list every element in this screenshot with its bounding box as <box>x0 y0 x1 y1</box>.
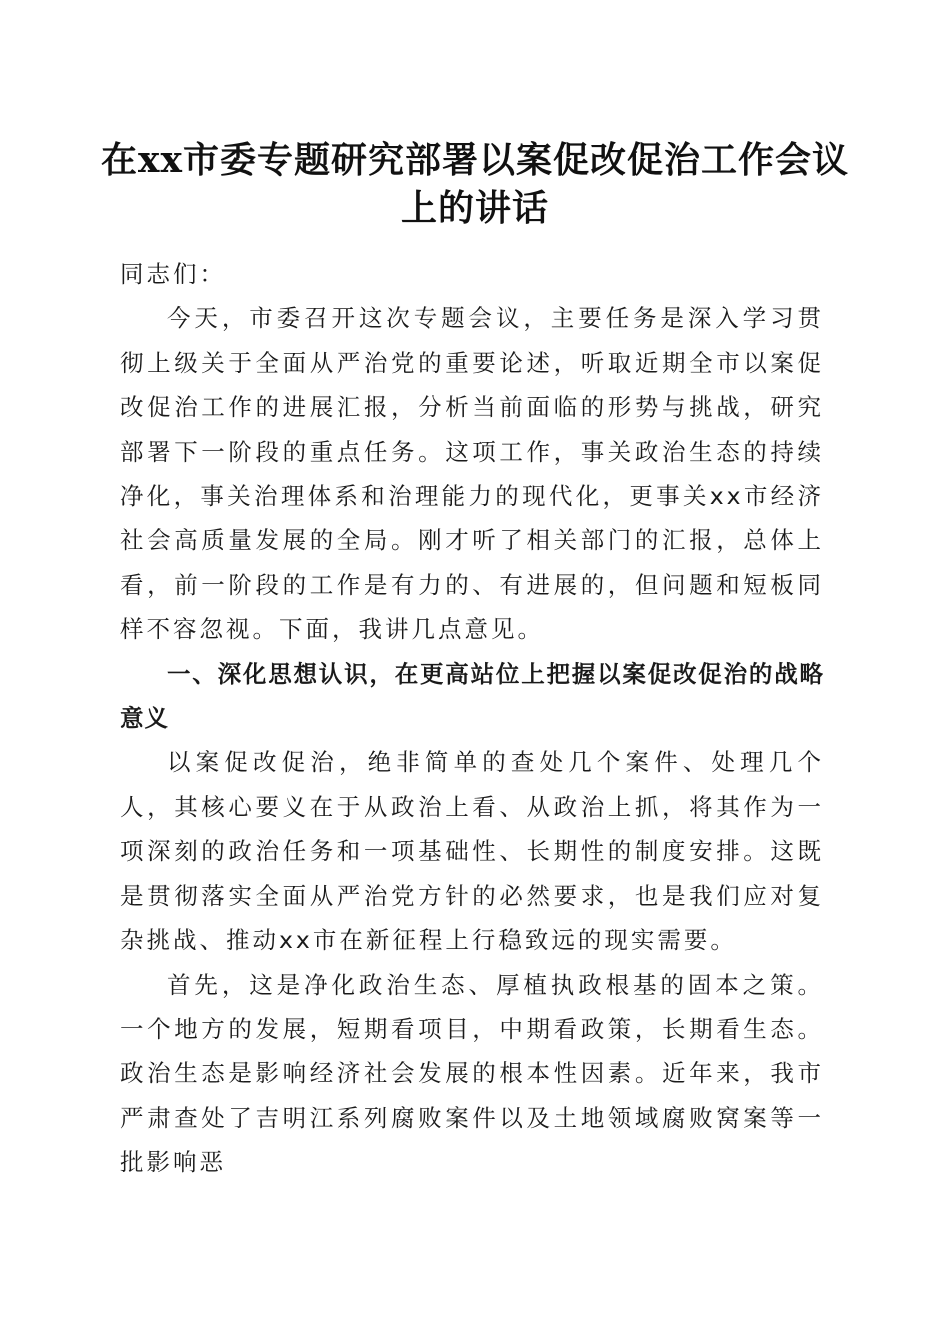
paragraph-section-1-a: 以案促改促治，绝非简单的查处几个案件、处理几个人，其核心要义在于从政治上看、从政治上抓，将其作为一项深刻的政治任务和一项基础性、长期性的制度安排。这既是贯彻落实全面从严治党方针的必然要求，也是我们应对复杂挑战、推动xx市在新征程上行稳致远的现实需要。 <box>120 748 824 955</box>
section-heading-1: 一、深化思想认识，在更高站位上把握以案促改促治的战略意义 <box>120 659 824 733</box>
paragraph-section-1-b: 首先，这是净化政治生态、厚植执政根基的固本之策。一个地方的发展，短期看项目，中期看政策，长期看生态。政治生态是影响经济社会发展的根本性因素。近年来，我市严肃查处了吉明江系列腐败案件以及土地领域腐败窝案等一批影响恶 <box>120 970 824 1177</box>
document-body <box>120 252 824 1185</box>
document-title: 在xx市委专题研究部署以案促改促治工作会议上的讲话 <box>101 139 849 229</box>
paragraph-intro: 今天，市委召开这次专题会议，主要任务是深入学习贯彻上级关于全面从严治党的重要论述，听取近期全市以案促改促治工作的进展汇报，分析当前面临的形势与挑战，研究部署下一阶段的重点任务。这项工作，事关政治生态的持续净化，事关治理体系和治理能力的现代化，更事关xx市经济社会高质量发展的全局。刚才听了相关部门的汇报，总体上看，前一阶段的工作是有力的、有进展的，但问题和短板同样不容忽视。下面，我讲几点意见。 <box>120 304 824 644</box>
salutation: 同志们： <box>120 260 226 288</box>
